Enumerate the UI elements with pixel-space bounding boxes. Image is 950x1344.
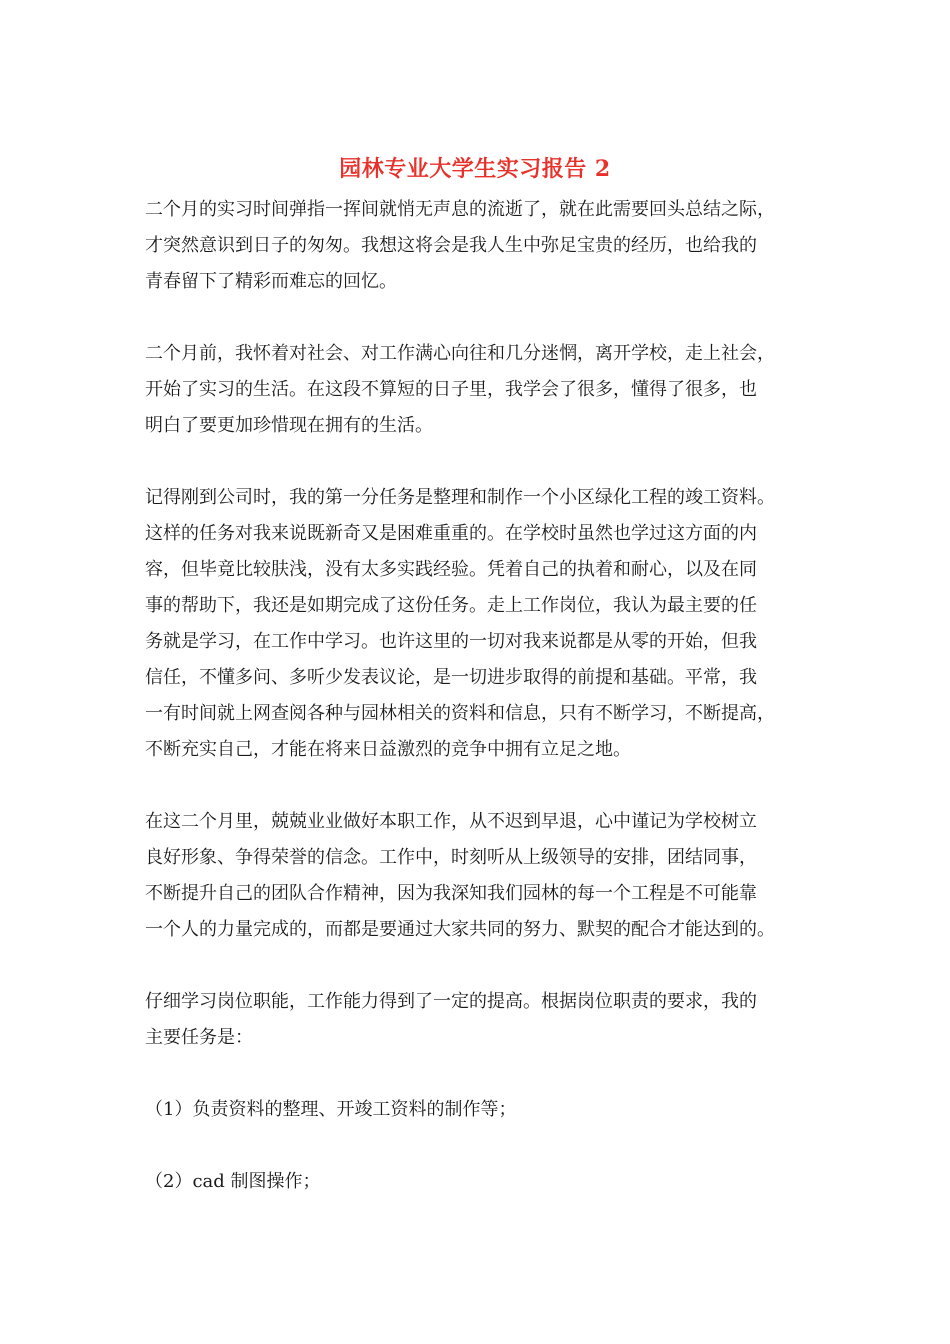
text-line: 二个月前，我怀着对社会、对工作满心向往和几分迷惘，离开学校，走上社会， [145,343,775,364]
text-line: 信任，不懂多问、多听少发表议论，是一切进步取得的前提和基础。平常，我 [145,667,757,688]
document-body [145,192,825,1236]
text-line: 这样的任务对我来说既新奇又是困难重重的。在学校时虽然也学过这方面的内 [145,523,757,544]
paragraph [145,480,825,768]
paragraph [145,984,825,1056]
text-line: （1）负责资料的整理、开竣工资料的制作等； [145,1099,517,1120]
text-line: 明白了要更加珍惜现在拥有的生活。 [145,415,433,436]
text-line: 在这二个月里，兢兢业业做好本职工作，从不迟到早退，心中谨记为学校树立 [145,811,757,832]
text-line: 青春留下了精彩而难忘的回忆。 [145,271,397,292]
paragraph [145,192,825,300]
paragraph [145,336,825,444]
text-line: 主要任务是： [145,1027,253,1048]
text-line: 记得刚到公司时，我的第一分任务是整理和制作一个小区绿化工程的竣工资料。 [145,487,775,508]
list-item [145,1164,825,1200]
list-item [145,1092,825,1128]
text-line: （2）cad 制图操作； [145,1171,321,1192]
paragraph [145,804,825,948]
text-line: 二个月的实习时间弹指一挥间就悄无声息的流逝了，就在此需要回头总结之际， [145,199,775,220]
text-line: 良好形象、争得荣誉的信念。工作中，时刻听从上级领导的安排，团结同事， [145,847,757,868]
text-line: 才突然意识到日子的匆匆。我想这将会是我人生中弥足宝贵的经历，也给我的 [145,235,757,256]
text-line: 一个人的力量完成的，而都是要通过大家共同的努力、默契的配合才能达到的。 [145,919,775,940]
text-line: 开始了实习的生活。在这段不算短的日子里，我学会了很多，懂得了很多，也 [145,379,757,400]
text-line: 容，但毕竟比较肤浅，没有太多实践经验。凭着自己的执着和耐心，以及在同 [145,559,757,580]
text-line: 事的帮助下，我还是如期完成了这份任务。走上工作岗位，我认为最主要的任 [145,595,757,616]
text-line: 务就是学习，在工作中学习。也许这里的一切对我来说都是从零的开始，但我 [145,631,757,652]
text-line: 一有时间就上网查阅各种与园林相关的资料和信息，只有不断学习，不断提高， [145,703,775,724]
text-line: 不断提升自己的团队合作精神，因为我深知我们园林的每一个工程是不可能靠 [145,883,757,904]
text-line: 不断充实自己，才能在将来日益激烈的竞争中拥有立足之地。 [145,739,631,760]
document-title: 园林专业大学生实习报告 2 [339,156,611,182]
text-line: 仔细学习岗位职能，工作能力得到了一定的提高。根据岗位职责的要求，我的 [145,991,757,1012]
